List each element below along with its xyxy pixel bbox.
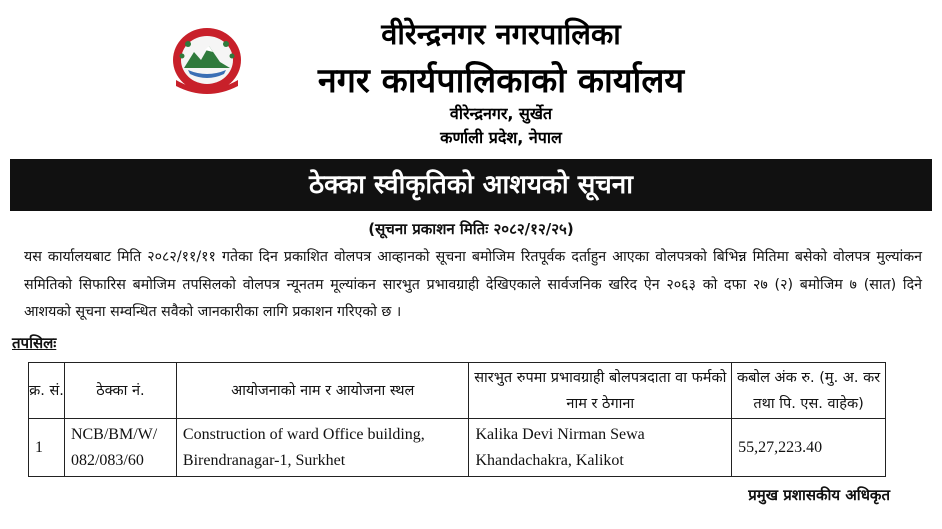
- table-header-row: [29, 363, 886, 419]
- header-contract-no: ठेक्का नं.: [64, 363, 176, 419]
- office-name: नगर कार्यपालिकाको कार्यालय: [317, 61, 685, 101]
- municipality-name: वीरेन्द्रनगर नगरपालिका: [381, 17, 621, 51]
- notice-body: यस कार्यालयबाट मिति २०८२/११/११ गतेका दिन प्रकाशित वोलपत्र आव्हानको सूचना बमोजिम रितपूर्वक दर्ताहुन आएका वोलपत्रको बिभिन्न मितिमा बसेको वोलपत्र मुल्यांकन समितिको सिफारिस बमोजिम तपसिलको वोलपत्र न्यूनतम मूल्यांकन सारभुत प्रभावग्राही देखिएकाले सार्वजनिक खरिद ऐन २०६३ को दफा २७ (२) बमोजिम ७ (सात) दिने आशयको सूचना सम्वन्धित सवैको जानकारीका लागि प्रकाशन गरिएको छ ।: [24, 249, 922, 320]
- details-label: तपसिलः: [12, 334, 57, 352]
- cell-sn: 1: [29, 419, 65, 477]
- cell-project: Construction of ward Office building, Birendranagar-1, Surkhet: [176, 419, 469, 477]
- cell-amount: 55,27,223.40: [732, 419, 886, 477]
- notice-title-banner: ठेक्का स्वीकृतिको आशयको सूचना: [10, 159, 932, 211]
- publication-date: (सूचना प्रकाशन मितिः २०८२/१२/२५): [368, 220, 574, 238]
- header-bidder: सारभुत रुपमा प्रभावग्राही बोलपत्रदाता वा फर्मको नाम र ठेगाना: [469, 363, 732, 419]
- header-sn: क्र. सं.: [29, 363, 65, 419]
- signatory: प्रमुख प्रशासकीय अधिकृत: [748, 486, 890, 504]
- header-project: आयोजनाको नाम र आयोजना स्थल: [176, 363, 469, 419]
- notice-header: [0, 0, 942, 158]
- address-line-1: वीरेन्द्रनगर, सुर्खेत: [449, 104, 553, 123]
- contract-table: [28, 362, 886, 477]
- address-line-2: कर्णाली प्रदेश, नेपाल: [440, 128, 562, 147]
- cell-bidder: Kalika Devi Nirman Sewa Khandachakra, Kalikot: [469, 419, 732, 477]
- header-amount: कबोल अंक रु. (मु. अ. कर तथा पि. एस. वाहेक): [732, 363, 886, 419]
- cell-contract-no: NCB/BM/W/ 082/083/60: [64, 419, 176, 477]
- table-row: [29, 419, 886, 477]
